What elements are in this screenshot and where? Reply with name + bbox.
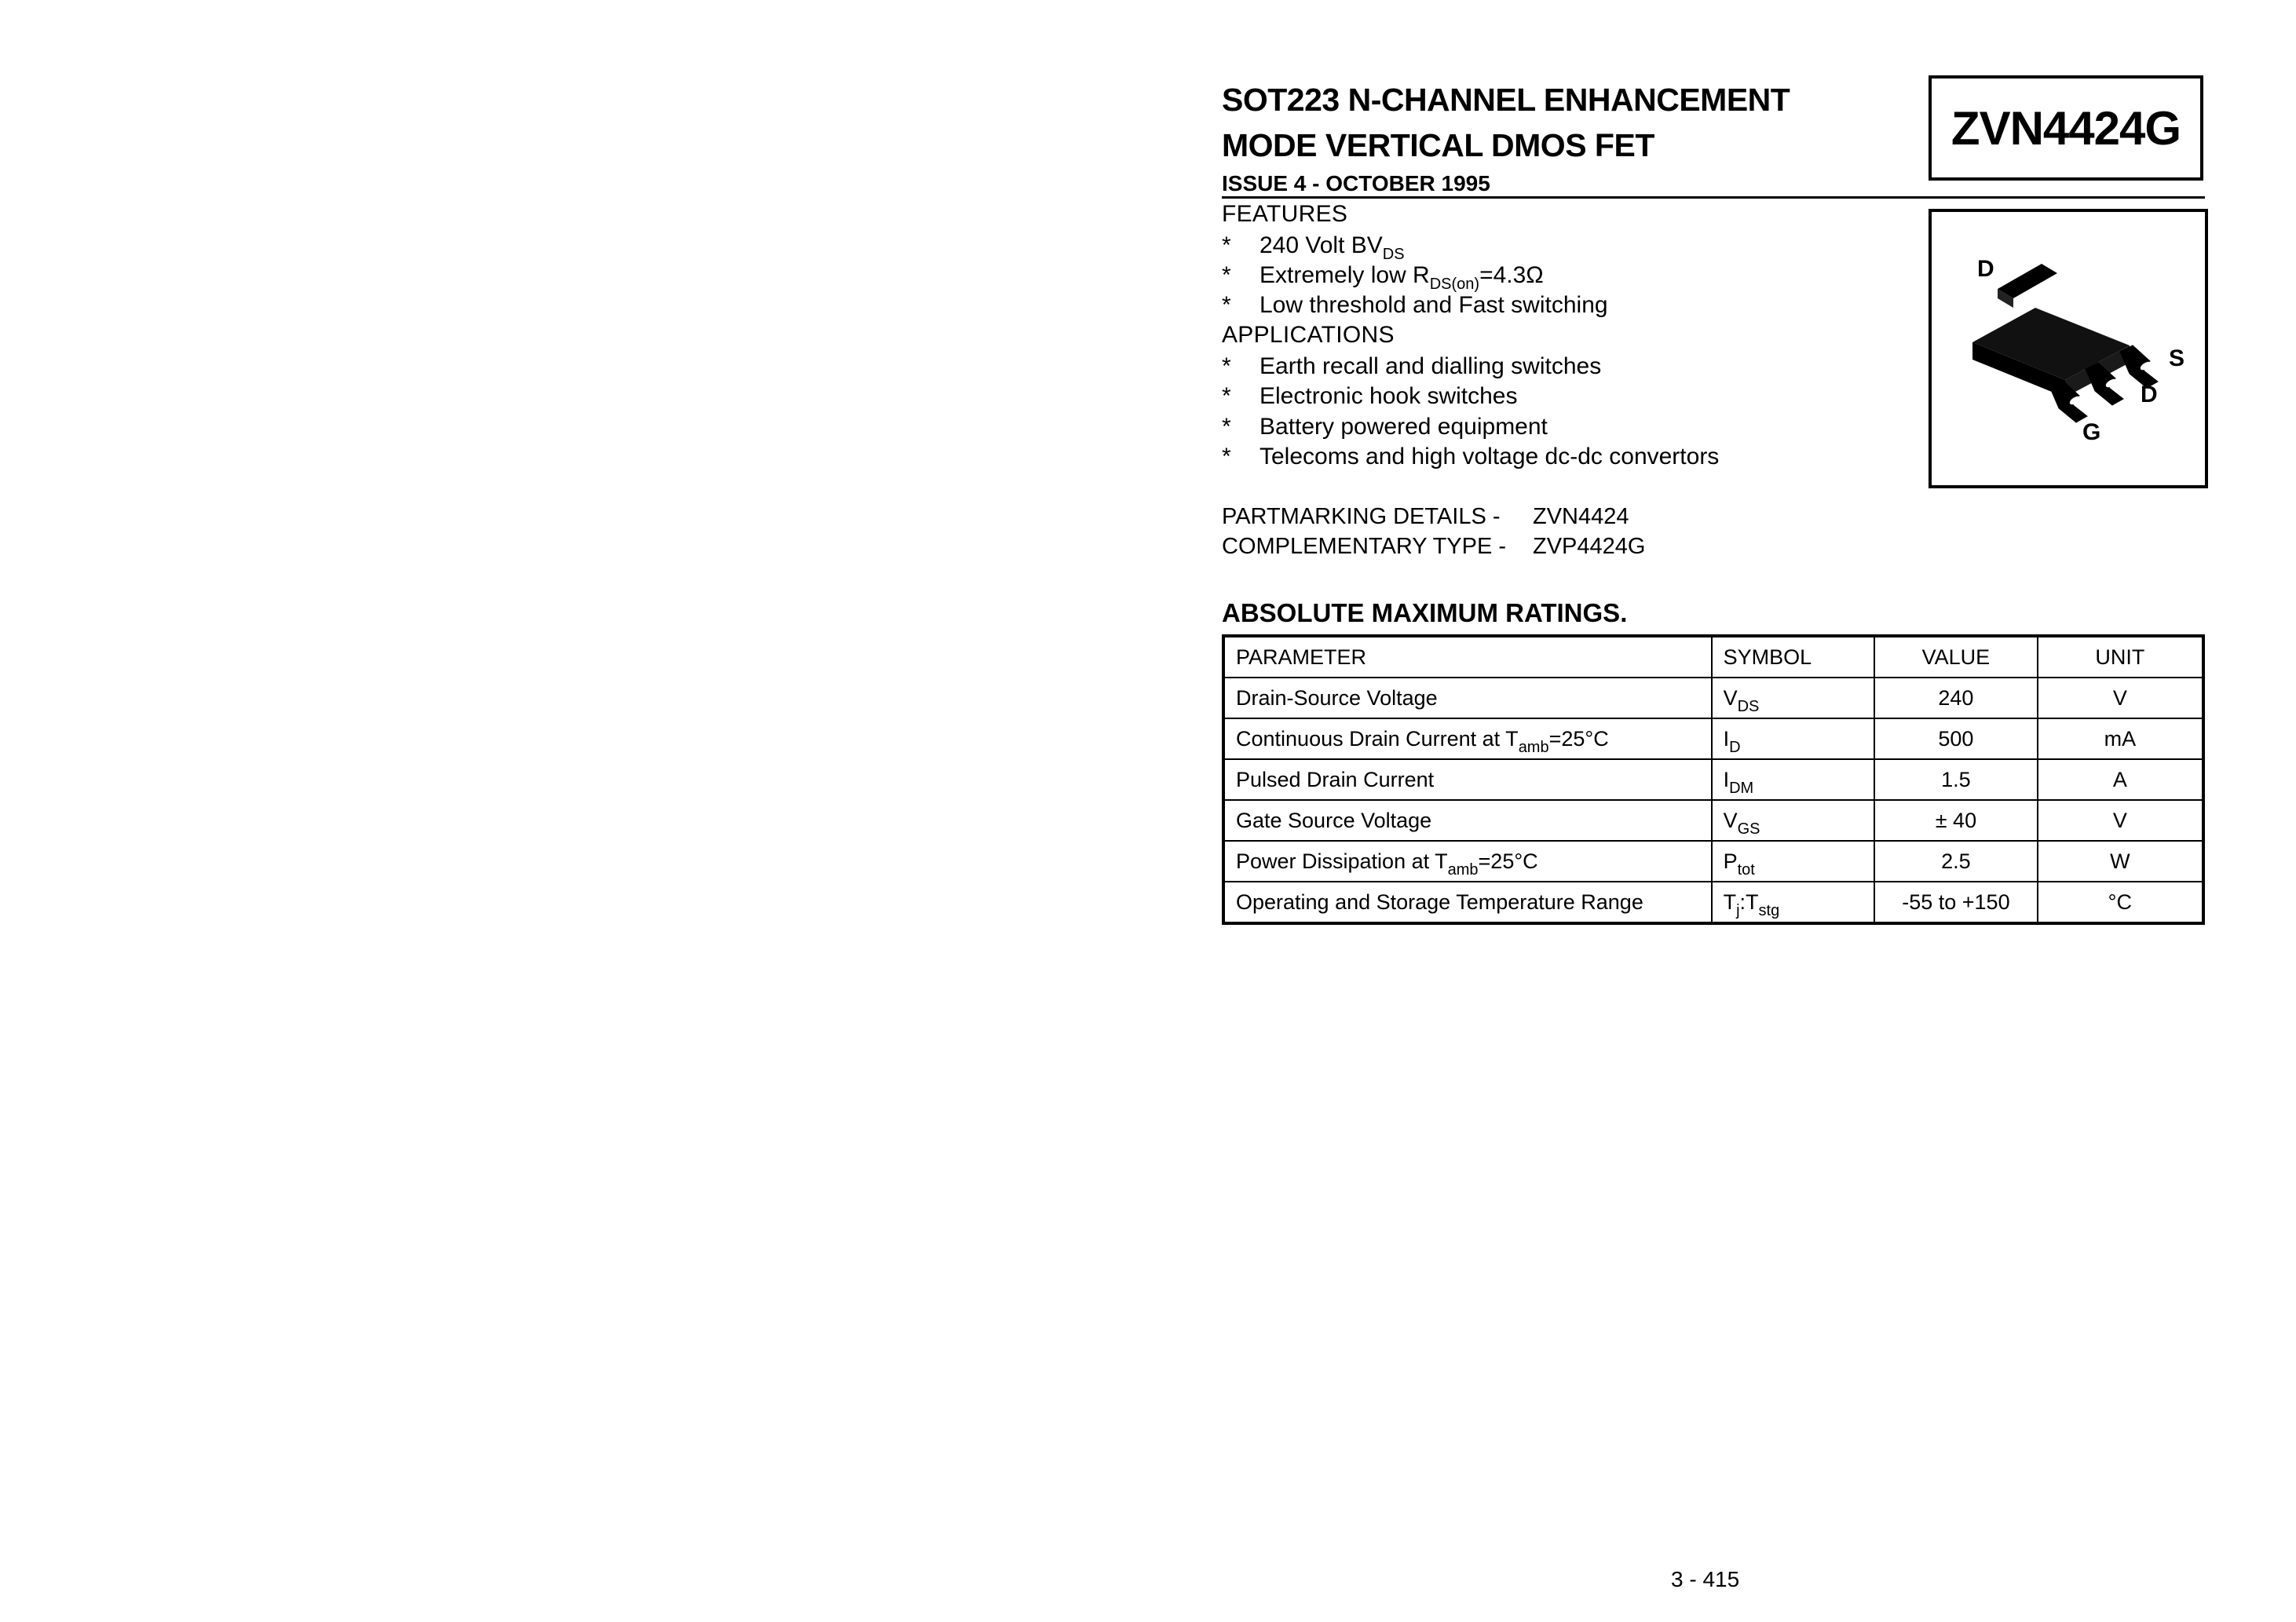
application-item: * Electronic hook switches [1222,383,1518,409]
unit-cell: °C [2038,882,2203,923]
bullet-star: * [1222,414,1231,440]
bullet-star: * [1222,232,1231,258]
application-item: * Battery powered equipment [1222,414,1548,440]
unit-cell: A [2038,759,2203,800]
table-row [1223,759,2203,800]
complementary-type [1222,534,1645,560]
value-cell: 1.5 [1874,759,2037,800]
applications-heading: APPLICATIONS [1222,322,1395,348]
parameter-cell: Operating and Storage Temperature Range [1223,882,1712,923]
ratings-table [1222,634,2205,925]
table-row [1223,718,2203,759]
partmarking-details [1222,504,1629,530]
unit-cell: W [2038,841,2203,882]
title-line-1: SOT223 N-CHANNEL ENHANCEMENT [1222,82,1790,118]
document-title [1222,77,1790,168]
column-header: SYMBOL [1712,636,1875,678]
pin-label-gate: G [2082,419,2101,445]
application-item: * Earth recall and dialling switches [1222,353,1602,379]
value-cell: 500 [1874,718,2037,759]
value-cell: 2.5 [1874,841,2037,882]
parameter-cell: Pulsed Drain Current [1223,759,1712,800]
parameter-cell: Power Dissipation at $T_{amb}=25^\circ C$ [1223,841,1712,882]
drain-tab [1998,264,2057,298]
parameter-cell: Continuous Drain Current at $T_{amb}=25^\circ C$ [1223,718,1712,759]
page-number: 3 - 415 [1671,1567,1740,1591]
header-rule [1222,196,2205,199]
package-diagram [1929,209,2208,488]
table-row [1223,800,2203,841]
bullet-star: * [1222,262,1231,288]
value-cell: ± 40 [1874,800,2037,841]
feature-item: * 240 Volt $BV_{DS}$ [1222,232,1405,263]
bullet-star: * [1222,353,1231,379]
symbol-cell: $I_D$ [1712,718,1875,759]
column-header: PARAMETER [1223,636,1712,678]
partmarking-value: ZVN4424 [1533,504,1629,529]
table-row [1223,678,2203,718]
parameter-cell: Gate Source Voltage [1223,800,1712,841]
issue-line: ISSUE 4 - OCTOBER 1995 [1222,171,1490,195]
symbol-cell: $V_{DS}$ [1712,678,1875,718]
symbol-cell: $I_{DM}$ [1712,759,1875,800]
sot223-package-illustration [1932,212,2205,485]
part-number: ZVN4424G [1951,101,2181,155]
table-row [1223,841,2203,882]
bullet-star: * [1222,292,1231,318]
pin-label-drain: D [2141,382,2158,407]
symbol-cell: $P_{tot}$ [1712,841,1875,882]
column-header: VALUE [1874,636,2037,678]
column-header: UNIT [2038,636,2203,678]
unit-cell: V [2038,800,2203,841]
feature-item: * Extremely low $R_{DS(on)}=4.3\Omega$ [1222,262,1544,293]
bullet-star: * [1222,444,1231,469]
partmarking-label: PARTMARKING DETAILS - [1222,504,1501,529]
value-cell: -55 to +150 [1874,882,2037,923]
features-heading: FEATURES [1222,201,1348,227]
bullet-star: * [1222,383,1231,409]
application-item: * Telecoms and high voltage dc-dc convertors [1222,444,1720,469]
parameter-cell: Drain-Source Voltage [1223,678,1712,718]
table-header-row [1223,636,2203,678]
ratings-heading: ABSOLUTE MAXIMUM RATINGS. [1222,598,1628,627]
title-line-2: MODE VERTICAL DMOS FET [1222,127,1654,163]
value-cell: 240 [1874,678,2037,718]
table-row [1223,882,2203,923]
unit-cell: V [2038,678,2203,718]
symbol-cell: $T_j:T_{stg}$ [1712,882,1875,923]
pin-label-drain-top: D [1977,256,1994,282]
pin-label-source: S [2169,345,2185,371]
feature-item: * Low threshold and Fast switching [1222,292,1608,318]
symbol-cell: $V_{GS}$ [1712,800,1875,841]
complementary-value: ZVP4424G [1533,534,1646,559]
part-number-box [1929,75,2203,181]
complementary-label: COMPLEMENTARY TYPE - [1222,534,1507,559]
unit-cell: mA [2038,718,2203,759]
